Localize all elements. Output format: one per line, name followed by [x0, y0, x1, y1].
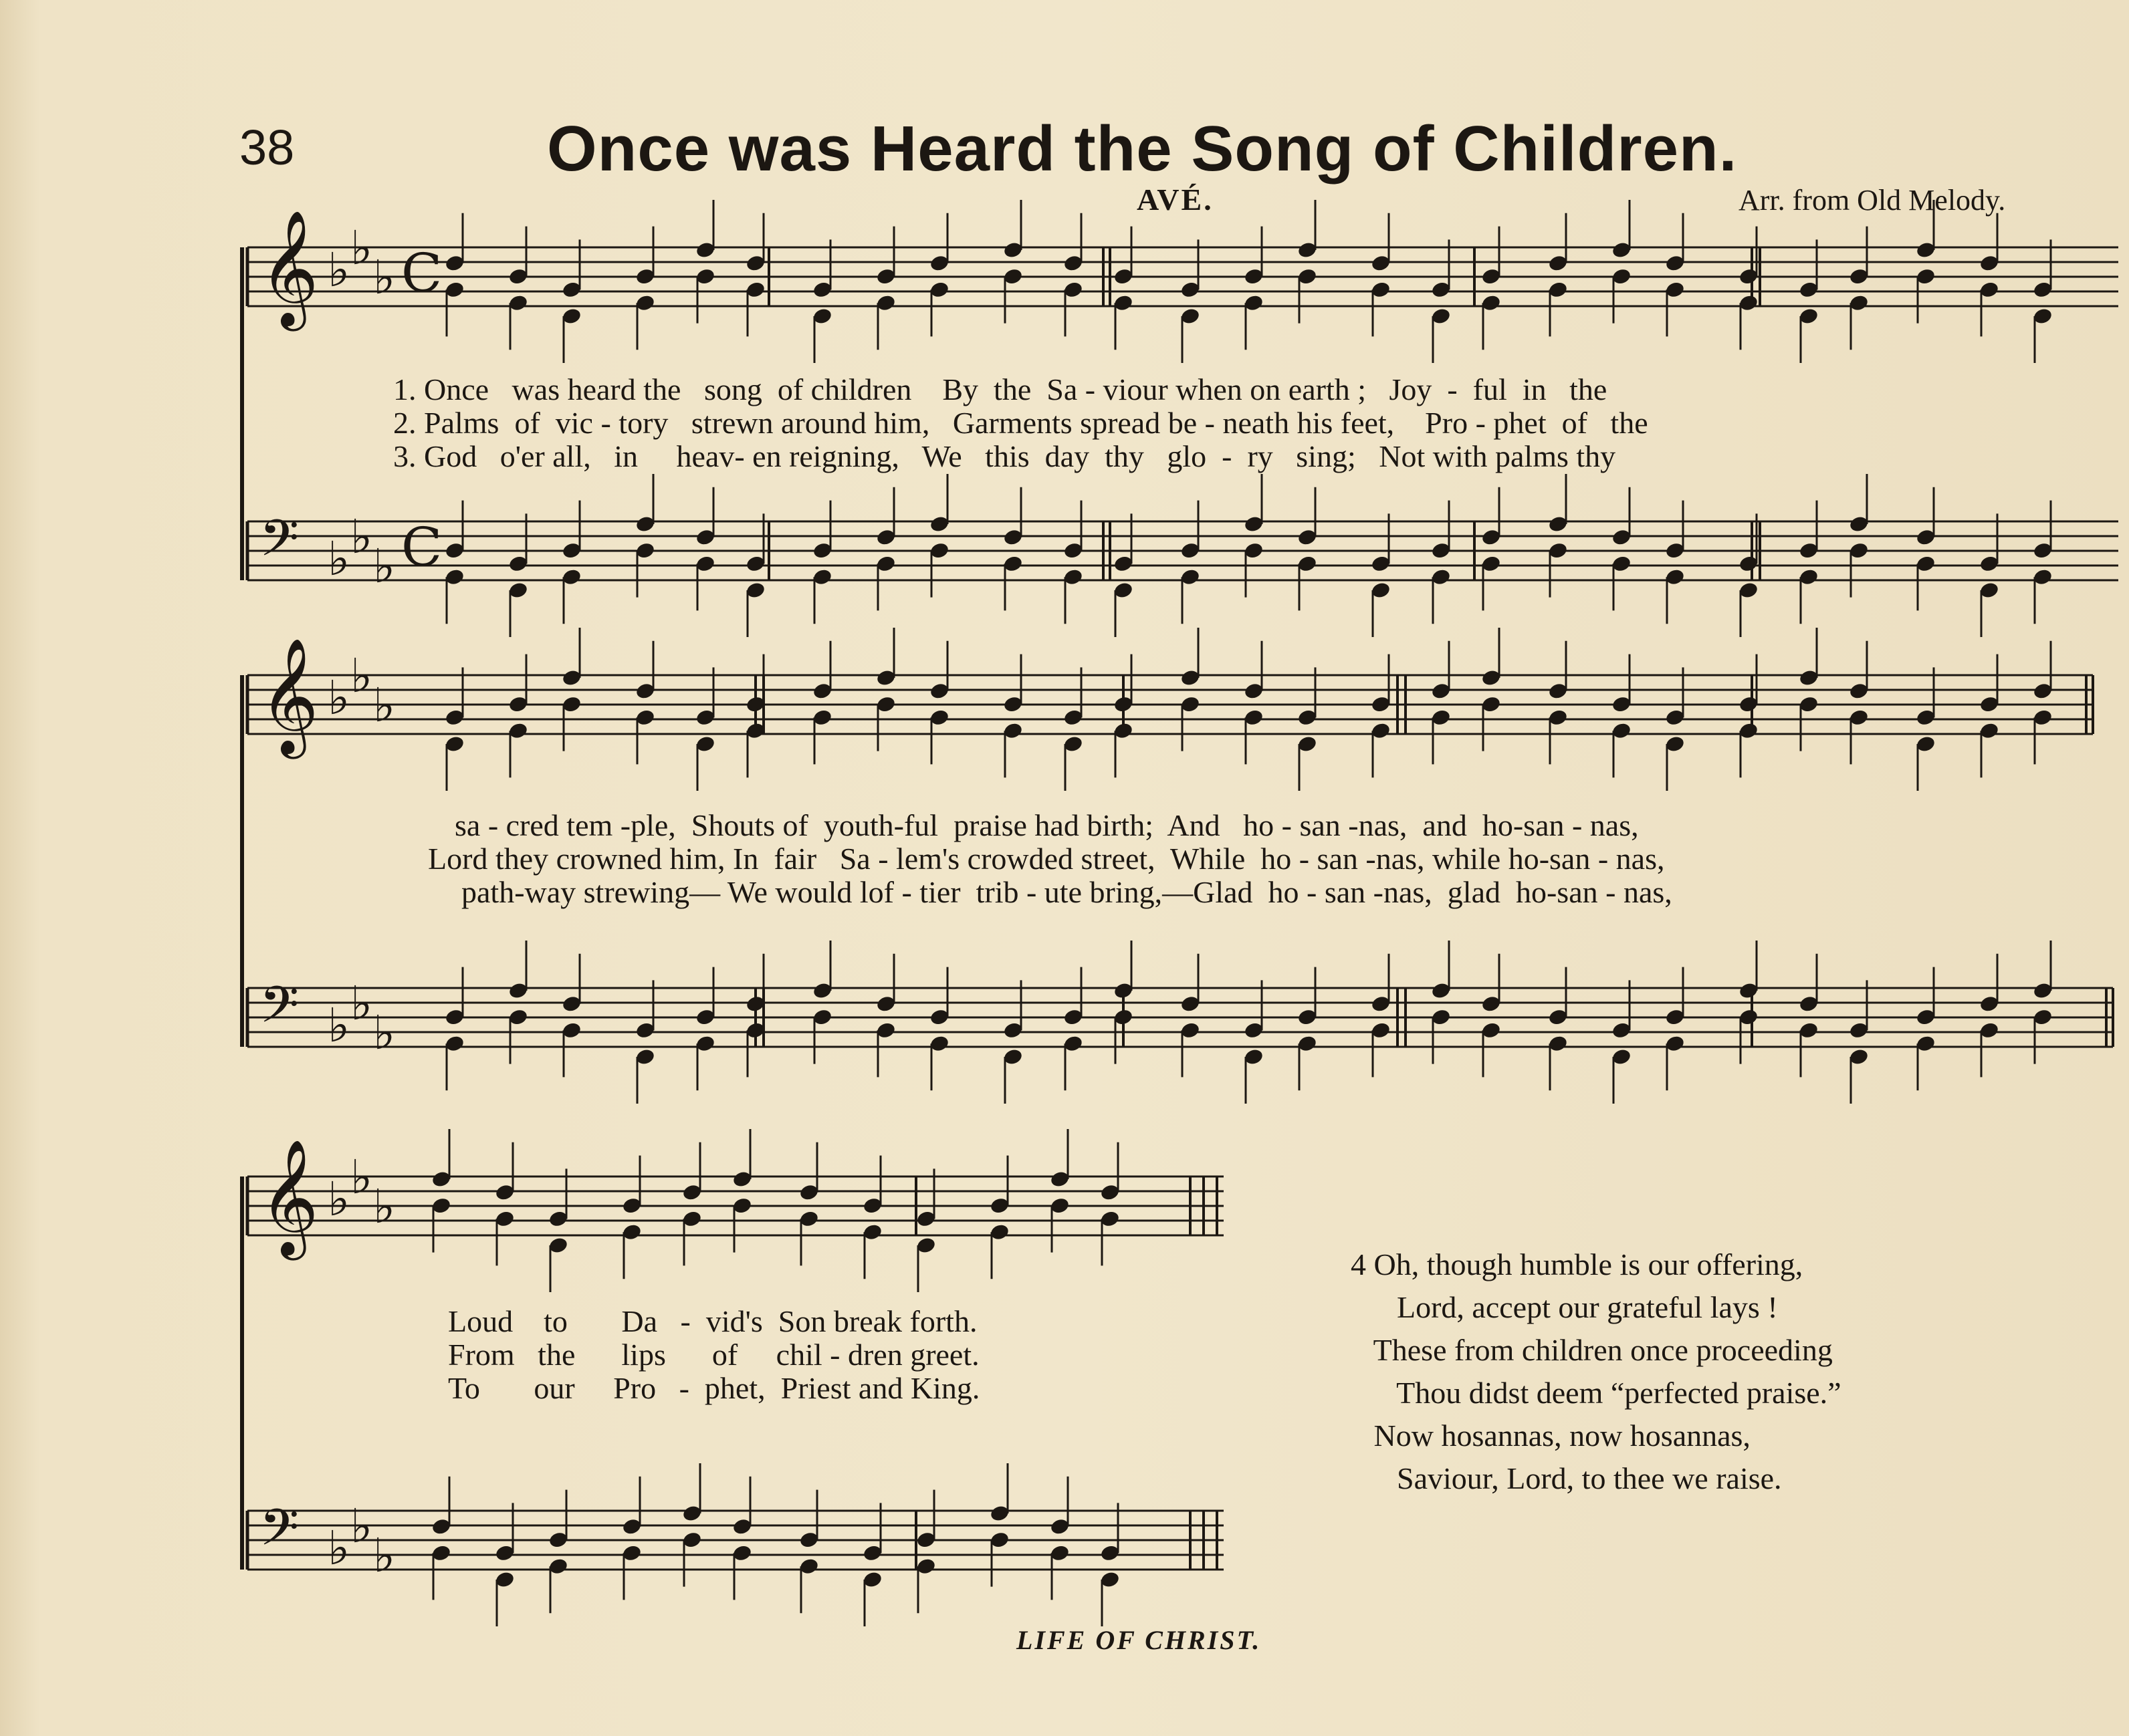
verse-4-line: Lord, accept our grateful lays ! — [1351, 1290, 1778, 1324]
lyric-verse1-system1: 1. Once was heard the song of children By the Sa - viour when on earth ; Joy - ful in the — [393, 372, 1607, 406]
flat-icon: ♭ — [328, 670, 350, 725]
lyric-verse2-system1: 2. Palms of vic - tory strewn around him, Garments spread be - neath his feet, Pro - phet of the — [393, 406, 1648, 440]
verse-4-line: 4 Oh, though humble is our offering, — [1351, 1247, 1803, 1281]
flat-icon: ♭ — [328, 531, 350, 586]
arranger-credit: Arr. from Old Melody. — [1739, 184, 2006, 217]
bass-clef-icon: 𝄢 — [259, 509, 300, 580]
flat-icon: ♭ — [350, 1150, 373, 1205]
lyric-verse3-system3: To our Pro - phet, Priest and King. — [448, 1371, 980, 1405]
verse-4 — [1351, 1243, 1841, 1500]
lyric-verse3-system2: path-way strewing— We would lof - tier trib - ute bring,—Glad ho - san -nas, glad ho-san - nas, — [461, 875, 1672, 909]
treble-clef-icon: 𝄞 — [259, 638, 319, 754]
tune-name: AVÉ. — [1137, 182, 1214, 217]
common-time-icon: C — [401, 516, 443, 578]
flat-icon: ♭ — [328, 1521, 350, 1576]
flat-icon: ♭ — [350, 221, 373, 275]
treble-clef-icon: 𝄞 — [259, 210, 319, 326]
flat-icon: ♭ — [373, 1179, 396, 1234]
verse-4-line: These from children once proceeding — [1351, 1333, 1833, 1367]
lyric-verse2-system2: Lord they crowned him, In fair Sa - lem's crowded street, While ho - san -nas, while ho-san - nas, — [428, 842, 1665, 876]
lyric-verse1-system3: Loud to Da - vid's Son break forth. — [448, 1304, 978, 1338]
flat-icon: ♭ — [350, 648, 373, 703]
book-title-footer: LIFE OF CHRIST. — [1016, 1625, 1262, 1655]
flat-icon: ♭ — [328, 243, 350, 297]
lyric-verse1-system2: sa - cred tem -ple, Shouts of youth-ful praise had birth; And ho - san -nas, and ho-san - nas, — [455, 808, 1639, 842]
verse-4-line: Thou didst deem “perfected praise.” — [1351, 1376, 1841, 1410]
flat-icon: ♭ — [328, 998, 350, 1053]
flat-icon: ♭ — [350, 976, 373, 1031]
lyric-verse2-system3: From the lips of chil - dren greet. — [448, 1338, 980, 1372]
lyric-verse3-system1: 3. God o'er all, in heav- en reigning, We this day thy glo - ry sing; Not with palms thy — [393, 439, 1616, 473]
flat-icon: ♭ — [373, 1528, 396, 1583]
flat-icon: ♭ — [373, 250, 396, 305]
flat-icon: ♭ — [373, 1005, 396, 1060]
common-time-icon: C — [401, 242, 443, 304]
bass-clef-icon: 𝄢 — [259, 975, 300, 1047]
bass-clef-icon: 𝄢 — [259, 1498, 300, 1570]
flat-icon: ♭ — [373, 678, 396, 733]
verse-4-line: Now hosannas, now hosannas, — [1351, 1418, 1751, 1453]
flat-icon: ♭ — [350, 1499, 373, 1554]
verse-4-line: Saviour, Lord, to thee we raise. — [1351, 1461, 1782, 1495]
hymn-title: Once was Heard the Song of Children. — [547, 113, 1738, 184]
page-number: 38 — [239, 120, 295, 175]
treble-clef-icon: 𝄞 — [259, 1139, 319, 1255]
flat-icon: ♭ — [373, 539, 396, 594]
flat-icon: ♭ — [328, 1172, 350, 1227]
flat-icon: ♭ — [350, 509, 373, 564]
